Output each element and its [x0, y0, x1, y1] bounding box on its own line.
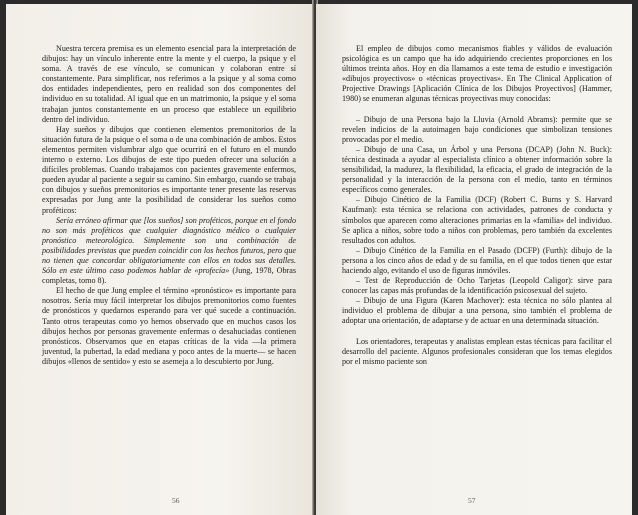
- technique-item: – Dibujo Cinético de la Familia en el Pasado (DCFP) (Furth): dibujo de la persona a los cinco años de edad y de su familia, en el que todos tienen que estar haciendo algo, evitando el uso de figuras inmóviles.: [342, 245, 612, 275]
- spacer: [342, 327, 612, 337]
- left-paragraph-2: Hay sueños y dibujos que contienen elementos premonitorios de la situación futura de la psique o el soma o de una combinación de ambos. Estos elementos permiten vislumbrar algo que ocurrirá en el futuro en el mundo interno o externo. Los dibujos de este tipo pueden ofrecer una solución a difíciles problemas. Cuando trabajamos con pacientes gravemente enfermos, pueden ayudar al paciente a seguir su camino. Sin embargo, cuando se trabaja con dibujos y sueños premonitorios es importante tener presente las reservas expresadas por Jung ante la posibilidad de considerar los sueños como proféticos:: [42, 124, 296, 215]
- page-number-right: 57: [468, 496, 476, 505]
- left-page-text: [42, 44, 296, 367]
- technique-item: – Test de Reproducción de Ocho Tarjetas (Leopold Caligor): sirve para conocer las capas más profundas de la identificación psicosexual del sujeto.: [342, 276, 612, 296]
- technique-item: – Dibujo de una Figura (Karen Machover): esta técnica no sólo plantea al individuo el problema de dibujar a una persona, sino también el problema de adoptar una orientación, de adaptarse y de actuar en una determinada situación.: [342, 296, 612, 326]
- page-number-left: 56: [172, 496, 180, 505]
- right-closing-paragraph: Los orientadores, terapeutas y analistas emplean estas técnicas para facilitar el desarrollo del paciente. Algunos profesionales consideran que los temas elegidos por el mismo paciente son: [342, 336, 612, 366]
- right-page-text: [342, 44, 612, 367]
- technique-item: – Dibujo de una Persona bajo la Lluvia (Arnold Abrams): permite que se revelen indicios de la autoimagen bajo condiciones que simbolizan tensiones provocadas por el medio.: [342, 114, 612, 144]
- right-page: [316, 4, 632, 515]
- technique-item: – Dibujo de una Casa, un Árbol y una Persona (DCAP) (John N. Buck): técnica destinada a ayudar al especialista clínico a obtener información sobre la sensibilidad, la madurez, la flexibilidad, la eficacia, el grado de integración de la personalidad y la interacción de la persona con el medio, tanto en términos específicos como generales.: [342, 144, 612, 195]
- jung-quote-text: Sería erróneo afirmar que [los sueños] son proféticos, porque en el fondo no son más proféticos que cualquier diagnóstico médico o cualquier pronóstico meteorológico. Simplemente son una combinación de posibilidades previstas que pueden coincidir con los hechos futuros, pero que no tienen que concordar obligatoriamente con ellos en todos sus detalles. Sólo en este último caso podemos hablar de «profecía»: [42, 215, 296, 276]
- technique-item: – Dibujo Cinético de la Familia (DCF) (Robert C. Burns y S. Harvard Kaufman): esta técnica se relaciona con actividades, patrones de conducta y símbolos que aparecen como alteraciones primarias en la «familia» del individuo. Se aplica a niños, sobre todo a niños con problemas, pero también da excelentes resultados con adultos.: [342, 195, 612, 245]
- left-paragraph-3: El hecho de que Jung emplee el término «pronóstico» es importante para nosotros. Sería muy fácil interpretar los dibujos premonitorios como fuentes de pronósticos y quedarnos esperando para ver qué sucede a continuación. Tanto otros terapeutas como yo hemos observado que en muchos casos los dibujos hechos por personas gravemente enfermas o desahuciadas contienen pronósticos. Observamos que en etapas críticas de la vida —la primera juventud, la pubertad, la edad mediana y poco antes de la muerte— se hacen dibujos «llenos de sentido» y esto se asemeja a lo descubierto por Jung.: [42, 286, 296, 366]
- jung-quote: [42, 216, 296, 287]
- left-page: [6, 4, 314, 515]
- jung-quote-reference: (Jung, 1978, Obras completas, tomo 8).: [42, 266, 296, 286]
- left-paragraph-1: Nuestra tercera premisa es un elemento esencial para la interpretación de dibujos: hay un vínculo inherente entre la mente y el cuerpo, la psique y el soma. A través de ese vínculo, se comunican y colaboran entre sí constantemente. Para simplificar, nos referimos a la psique y al soma como dos entidades independientes, pero en realidad son dos componentes del individuo en su totalidad. Al igual que en un matrimonio, la psique y el soma trabajan juntos constantemente en un proceso que establece un equilibrio dentro del individuo.: [42, 44, 296, 124]
- right-intro-paragraph: El empleo de dibujos como mecanismos fiables y válidos de evaluación psicológica es un campo que ha ido adquiriendo crecientes proporciones en los últimos treinta años. Hoy en día llamamos a este tema de estudio e investigación «dibujos proyectivos» o «técnicas proyectivas». En The Clinical Application of Projective Drawings [Aplicación Clínica de los Dibujos Proyectivos] (Hammer, 1980) se enumeran algunas técnicas proyectivas muy conocidas:: [342, 44, 612, 104]
- spacer: [342, 105, 612, 115]
